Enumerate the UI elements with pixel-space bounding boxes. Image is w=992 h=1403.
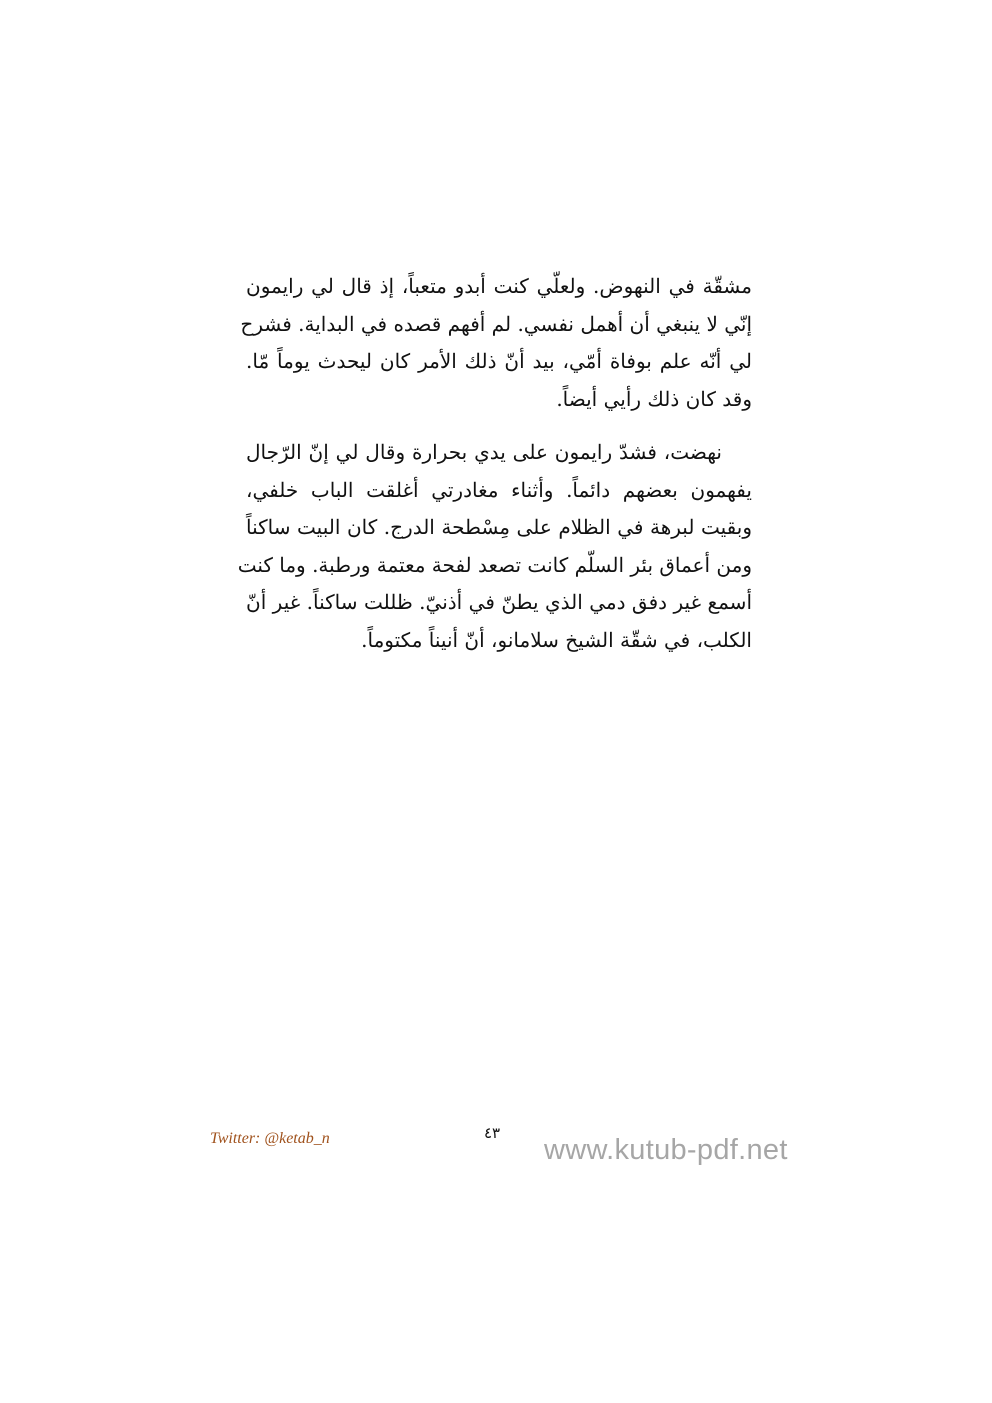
paragraph-1	[240, 268, 752, 418]
twitter-handle[interactable]: Twitter: @ketab_n	[210, 1130, 330, 1147]
text-line: لي أنّه علم بوفاة أمّي، بيد أنّ ذلك الأمر كان ليحدث يوماً مّا.	[246, 349, 752, 373]
text-line: وبقيت لبرهة في الظلام على مِسْطحة الدرج. كان البيت ساكناً	[246, 515, 752, 539]
text-line: وقد كان ذلك رأيي أيضاً.	[556, 386, 752, 411]
text-line: يفهمون بعضهم دائماً. وأثناء مغادرتي أغلقت الباب خلفي،	[246, 477, 752, 502]
text-line: الكلب، في شقّة الشيخ سلامانو، أنّ أنيناً مكتوماً.	[361, 627, 752, 652]
text-line: ومن أعماق بئر السلّم كانت تصعد لفحة معتمة ورطبة. وما كنت	[237, 552, 752, 577]
page-number: ٤٣	[484, 1124, 501, 1142]
body-text	[237, 268, 752, 659]
website-watermark[interactable]: www.kutub-pdf.net	[544, 1134, 788, 1166]
paragraph-2	[237, 434, 752, 659]
text-line: نهضت، فشدّ رايمون على يدي بحرارة وقال لي إنّ الرّجال	[246, 440, 722, 464]
text-line: مشقّة في النهوض. ولعلّي كنت أبدو متعباً، إذ قال لي رايمون	[246, 274, 752, 298]
text-line: إنّي لا ينبغي أن أهمل نفسي. لم أفهم قصده في البداية. فشرح	[240, 311, 752, 336]
text-line: أسمع غير دفق دمي الذي يطنّ في أذنيّ. ظللت ساكناً. غير أنّ	[246, 590, 752, 614]
